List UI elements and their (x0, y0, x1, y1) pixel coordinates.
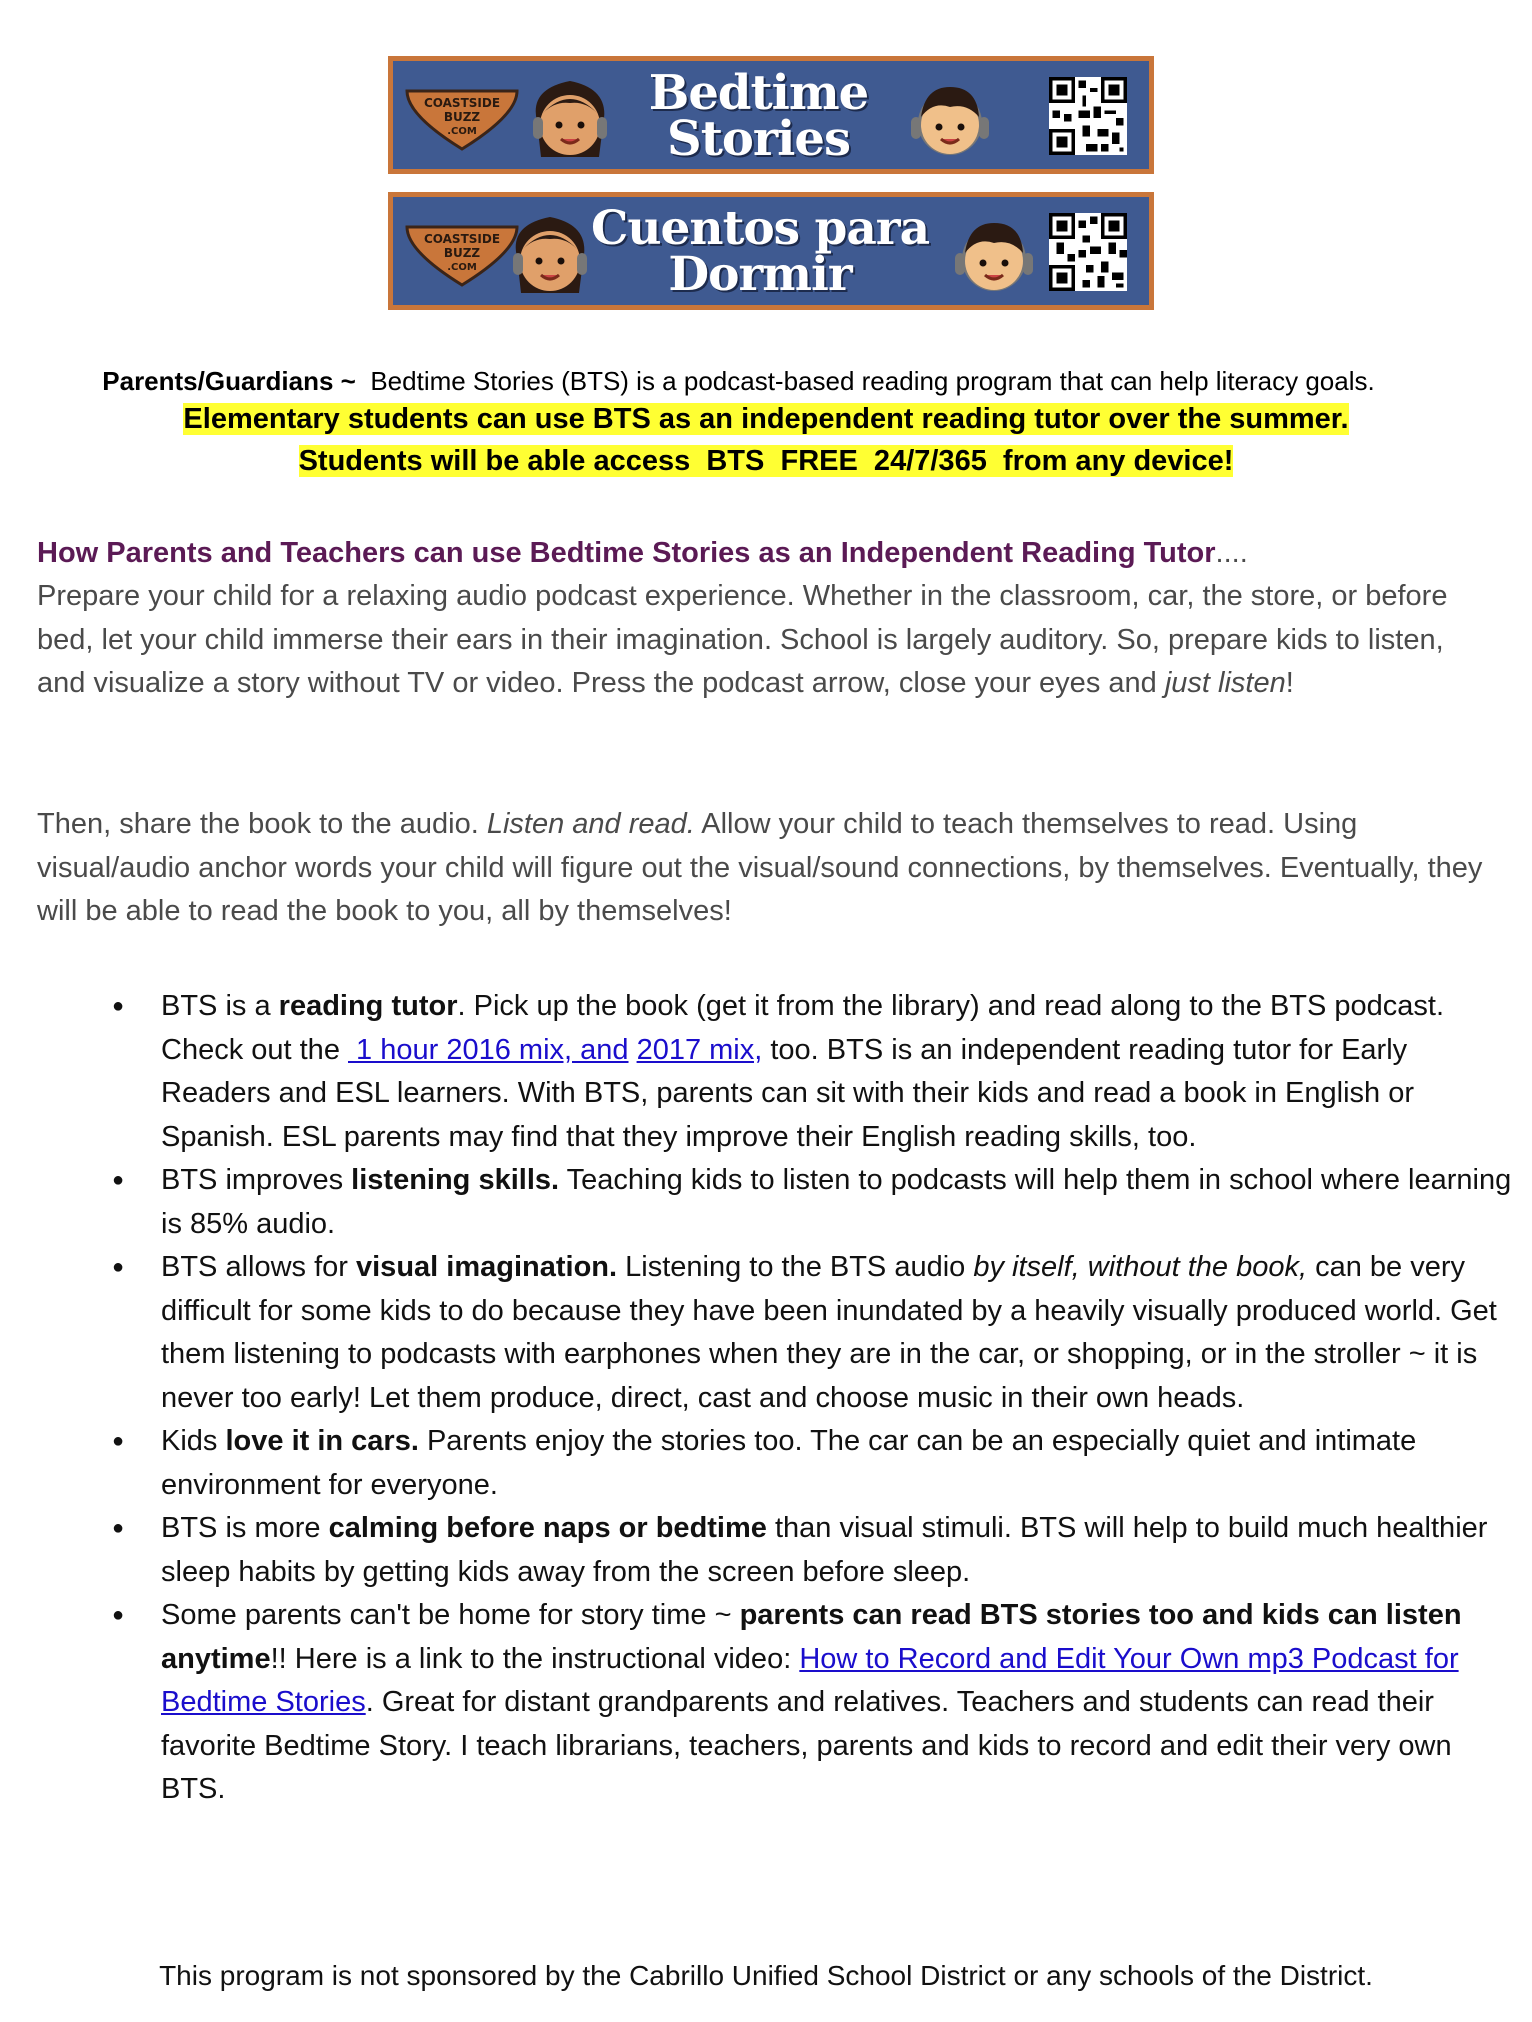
intro-lead (0, 364, 1532, 398)
list-item: ● BTS allows for visual imagination. Listening to the BTS audio by itself, without the book, can be very difficult for some kids to do because they have been inundated by a heavily visually produced world. Get them listening to podcasts with earphones when they are in the car, or shopping, or in the stroller ~ it is never too early! Let them produce, direct, cast and choose music in their own heads. (112, 1246, 1512, 1420)
list-item: ● BTS improves listening skills. Teaching kids to listen to podcasts will help them in school where learning is 85% audio. (112, 1159, 1512, 1246)
paragraph-share-book: Then, share the book to the audio. Listen and read. Allow your child to teach themselves to read. Using visual/audio anchor words your child will figure out the visual/sound connections, by themselves. Eventually, they will be able to read the book to you, all by themselves! (37, 808, 1483, 927)
cuentos-para-dormir-banner (388, 192, 1154, 310)
svg-text:COASTSIDE: COASTSIDE (423, 96, 501, 110)
list-item: ● BTS is more calming before naps or bedtime than visual stimuli. BTS will help to build much healthier sleep habits by getting kids away from the screen before sleep. (112, 1507, 1512, 1594)
section-heading: How Parents and Teachers can use Bedtime Stories as an Independent Reading Tutor.... (37, 537, 1248, 569)
list-item: ● BTS is a reading tutor. Pick up the book (get it from the library) and read along to the BTS podcast. Check out the 1 hour 2016 mix, and 2017 mix, too. BTS is an independent reading tutor for Early Readers and ESL learners. With BTS, parents can sit with their kids and read a book in English or Spanish. ESL parents may find that they improve their English reading skills, too. (112, 985, 1512, 1159)
footer-disclaimer: This program is not sponsored by the Cabrillo Unified School District or any schools of the District. (159, 1960, 1373, 1991)
svg-text:.COM: .COM (447, 126, 477, 137)
mix-2017-link[interactable]: 2017 mix, (636, 1033, 763, 1066)
highlight-line-1: Elementary students can use BTS as an independent reading tutor over the summer. (183, 403, 1349, 435)
banner-title: Cuentos para Dormir (590, 201, 930, 302)
benefits-list (112, 985, 1512, 1812)
svg-text:BUZZ: BUZZ (443, 110, 481, 124)
list-item: ● Some parents can't be home for story time ~ parents can read BTS stories too and kids can listen anytime!! Here is a link to the instructional video: How to Record and Edit Your Own mp3 Podcast for Bedtime Stories. Great for distant grandparents and relatives. Teachers and students can read their favorite Bedtime Story. I teach librarians, teachers, parents and kids to record and edit their very own BTS. (112, 1594, 1512, 1812)
bedtime-stories-banner (388, 56, 1154, 174)
boy-face-icon (905, 71, 995, 167)
intro-block (0, 364, 1532, 483)
coastside-buzz-logo (403, 85, 521, 153)
banner-title: Bedtime Stories (648, 65, 869, 167)
highlight-line-2: Students will be able access BTS FREE 24/7/365 from any device! (298, 445, 1234, 477)
mix-2016-link[interactable]: 1 hour 2016 mix, and (348, 1033, 629, 1066)
svg-text:COASTSIDE: COASTSIDE (423, 232, 501, 246)
intro-lead-text: Bedtime Stories (BTS) is a podcast-based reading program that can help literacy goals. (370, 366, 1375, 396)
qr-code-icon (1049, 77, 1127, 155)
record-edit-podcast-video-link[interactable]: How to Record and Edit Your Own mp3 Podcast for Bedtime Stories (161, 1642, 1459, 1718)
paragraph-prepare: Prepare your child for a relaxing audio podcast experience. Whether in the classroom, car, the store, or before bed, let your child immerse their ears in their imagination. School is largely auditory. So, prepare kids to listen, and visualize a story without TV or video. Press the podcast arrow, close your eyes and just listen! (37, 580, 1448, 699)
qr-code-icon (1049, 213, 1127, 291)
svg-text:.COM: .COM (447, 262, 477, 273)
boy-face-icon (949, 207, 1039, 303)
svg-text:BUZZ: BUZZ (443, 246, 481, 260)
intro-lead-label: Parents/Guardians ~ (102, 366, 356, 396)
coastside-buzz-logo (403, 221, 521, 289)
list-item: ● Kids love it in cars. Parents enjoy the stories too. The car can be an especially quiet and intimate environment for everyone. (112, 1420, 1512, 1507)
